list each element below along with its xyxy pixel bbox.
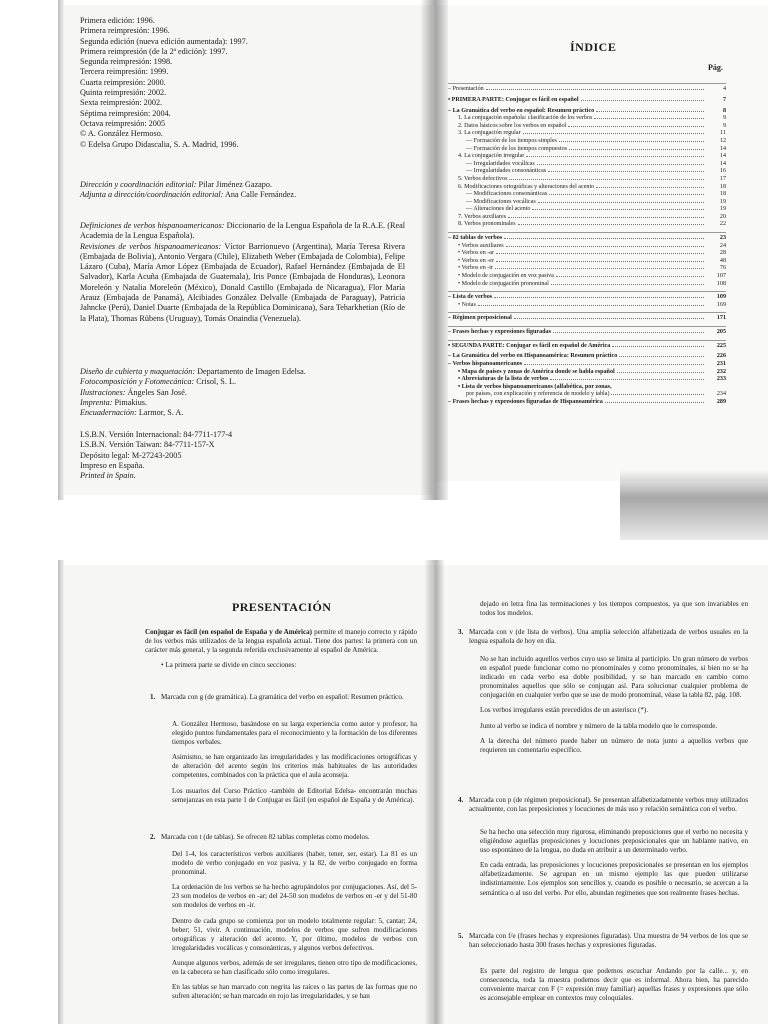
leader-dots — [553, 332, 704, 333]
index-entry — [448, 312, 726, 323]
leader-dots — [526, 156, 704, 157]
paragraph: A. González Hermoso, basándose en su larga experiencia como autor y profesor, ha elegido puntos fundamentales para el reconocimiento y la formación de los diferentes tiempos verbales. — [172, 720, 417, 747]
index-entry-title: • Modelo de conjugación en voz pasiva — [458, 273, 554, 280]
index-entry-title: • Verbos en -er — [458, 257, 495, 264]
index-entry — [448, 258, 726, 266]
leader-dots — [556, 276, 704, 277]
item3-text: Marcada con v (de lista de verbos). Una amplia selección alfabetizada de verbos usuales en la lengua española de hoy en día. — [469, 628, 748, 646]
leader-dots — [486, 89, 704, 90]
leader-dots — [478, 305, 704, 306]
leader-dots — [506, 246, 704, 247]
index-entry-page: 7 — [722, 96, 726, 103]
index-entry-page: 14 — [719, 160, 726, 167]
index-entry-title: — Alteraciones del acento — [466, 206, 531, 213]
index-entry-page: 76 — [719, 265, 726, 272]
index-entry-title: 7. Verbos auxiliares — [458, 213, 507, 220]
leader-dots — [581, 100, 704, 101]
edition-line: Segunda reimpresión: 1998. — [80, 57, 173, 67]
index-entry — [448, 83, 726, 94]
direction-value: Pilar Jiménez Gazapo. — [198, 180, 272, 189]
index-entry — [448, 399, 726, 407]
intro-bold: Conjugar es fácil (en español de España y de América) — [145, 628, 313, 636]
paragraph: Aunque algunos verbos, además de ser irregulares, tienen otro tipo de modificaciones, en la cabecera se han clasificado sólo como irregulares. — [172, 958, 417, 977]
index-entry — [448, 369, 726, 377]
edition-line: Tercera reimpresión: 1999. — [80, 67, 169, 77]
credit-value: Ángeles San José. — [127, 387, 187, 397]
paragraph: Del 1-4, los característicos verbos auxiliares (haber, tener, ser, estar). La 81 es un modelo de verbo conjugado en voz pasiva, y la 82, de verbo conjugado en forma pronominal. — [172, 850, 417, 877]
index-entry-title: • Verbos auxiliares — [458, 242, 504, 249]
paragraph: Asimismo, se han organizado las irregularidades y las modificaciones ortográficas y de alteración del acento según los criterios más habituales de las autoridades competentes, combinados con la práctica que el aula aconseja. — [172, 753, 417, 780]
leader-dots — [612, 346, 704, 347]
definitions-block — [80, 221, 405, 324]
index-entry-page: 19 — [719, 206, 726, 213]
leader-dots — [518, 224, 704, 225]
printed-in-en: Printed in Spain. — [80, 471, 136, 481]
index-entry — [448, 243, 726, 251]
index-entry — [448, 281, 726, 289]
index-entry-title: – La Gramática del verbo en español: Resumen práctico — [448, 107, 595, 114]
credit-label: Fotocomposición y Fotomecánica: — [80, 377, 195, 387]
index-entry-page: 232 — [716, 368, 726, 375]
credit-value: Crisol, S. L. — [196, 377, 236, 387]
item-number: 1. — [150, 693, 156, 701]
index-entry-title: – Frases hechas y expresiones figuradas — [448, 329, 551, 335]
index-entry — [448, 138, 726, 146]
printed-in: Impreso en España. — [80, 460, 145, 470]
index-entry-title: — Formación de los tiempos simples — [466, 137, 557, 144]
index-entry-title: – Frases hechas y expresiones figuradas de Hispanoamérica — [448, 398, 603, 405]
revisiones-label: Revisiones de verbos hispanoamericanos: — [80, 241, 222, 251]
book-gutter-shadow — [420, 0, 448, 500]
first-part-text: La primera parte se divide en cinco secciones: — [165, 661, 297, 670]
index-entry-page: 22 — [719, 221, 726, 228]
index-entry-title: • Modelo de conjugación pronominal — [458, 280, 549, 287]
paragraph: Los verbos irregulares están precedidos de un asterisco (*). — [480, 706, 649, 715]
edition-line: Primera edición: 1996. — [80, 16, 155, 25]
edition-line: Quinta reimpresión: 2002. — [80, 88, 167, 98]
index-entry — [448, 161, 726, 169]
isbn-block — [80, 430, 405, 481]
index-entry-title: • Abreviaturas de la lista de verbos — [458, 376, 549, 383]
continued-text — [480, 600, 748, 624]
index-entry-title: 5. Verbos defectivos — [458, 175, 508, 182]
index-entry — [448, 123, 726, 131]
index-entry-title: — Irregularidades consonánticas — [466, 168, 547, 175]
leader-dots — [619, 356, 704, 357]
index-entry-title: • Verbos en -ar — [458, 250, 495, 257]
index-entry-title: — Irregularidades vocálicas — [466, 160, 535, 167]
index-entry — [448, 302, 726, 310]
index-entry — [448, 146, 726, 154]
index-entry-page: 18 — [719, 183, 726, 190]
index-entry — [448, 232, 726, 243]
index-entry — [448, 250, 726, 258]
credit-value: Pimakius. — [114, 397, 148, 407]
index-entry-page: 234 — [716, 391, 726, 398]
index-entry-page: 20 — [719, 213, 726, 220]
page-column-header: Pág. — [708, 63, 723, 72]
index-entry-page: 12 — [719, 137, 726, 144]
index-entry-title: 3. La conjugación regular — [458, 130, 521, 137]
index-entry — [448, 265, 726, 273]
leader-dots — [551, 284, 704, 285]
presentation-intro: Conjugar es fácil (en español de España y de América) permite el manejo correcto y rápido de los verbos más utilizados de la lengua española actual. Tiene dos partes: la primera con un carácter más general, y la segunda referida exclusivamente al español de América. • La primera parte se divide en cinco secciones: — [145, 628, 418, 670]
presentation-title: PRESENTACIÓN — [232, 600, 332, 614]
leader-dots — [538, 202, 704, 203]
index-entry-page: 18 — [719, 191, 726, 198]
page-edge-shadow — [58, 560, 64, 1024]
isbn-line: I.S.B.N. Versión Internacional: 84-7711-177-4 — [80, 430, 233, 439]
leader-dots — [509, 179, 704, 180]
credit-label: Ilustraciones: — [80, 387, 126, 397]
paragraph: Los usuarios del Curso Práctico -también de Editorial Edelsa- encontrarán muchas semejanzas en esta parte 1 de Conjugar es fácil (en español de España y de América). — [172, 786, 417, 804]
index-entry-title: 4. La conjugación irregular — [458, 153, 525, 160]
index-entry — [448, 191, 726, 199]
index-entry-page: 16 — [719, 168, 726, 175]
index-entry — [448, 221, 726, 229]
paragraph: Se ha hecho una selección muy rigurosa, eliminando preposiciones que el verbo no necesita y eligiéndose aquellas preposiciones y locuciones preposicionales que un hablante nativo, en uso espontáneo de la lengua, no duda en atribuir a un determinado verbo. — [480, 828, 748, 855]
paragraph: En cada entrada, las preposiciones y locuciones preposicionales se presentan en los ejemplos alfabetizadamente. Se agrupan en un mismo ejemplo las que pueden utilizarse indistintamente. Los ejemplos son sencillos y, cuando es posible o necesario, se acercan a la semántica o al uso del verbo. Por ello, abundan regímenes que son realmente frases hechas. — [480, 861, 748, 897]
item4-text: Marcada con p (de régimen preposicional). Se presentan alfabetizadamente verbos muy utilizados actualmente, con las preposiciones y locuciones de más uso y relación semántica con el verbo. — [469, 796, 748, 814]
index-entry-title: • Notas — [458, 301, 476, 308]
leader-dots — [549, 194, 704, 195]
credit-label: Imprenta: — [80, 397, 113, 407]
index-entry-title: • Lista de verbos hispanoamericanos (alfabética, por zonas, — [458, 383, 612, 390]
item-number: 2. — [150, 833, 156, 841]
edition-line: Cuarta reimpresión: 2000. — [80, 77, 166, 87]
index-entry — [448, 273, 726, 281]
index-entry-page: 9 — [722, 122, 726, 129]
index-entry-title: 2. Datos básicos sobre los verbos en español — [458, 122, 567, 129]
index-entry — [448, 199, 726, 207]
edition-line: Primera reimpresión: 1996. — [80, 26, 170, 36]
index-entry-title: — Modificaciones consonánticas — [466, 191, 548, 198]
index-entry-title: — Modificaciones vocálicas — [466, 198, 536, 205]
paragraph: Es parte del registro de lengua que podemos escuchar Andando por la calle... y, en consecuencia, toda la muestra podemos decir que es informal. Ahora bien, ha parecido conveniente marcar con F (= expresión muy familiar) aquellas frases y expresiones que sólo es aconsejable emplear en contextos muy coloquiales. — [480, 967, 748, 1003]
index-entry — [448, 184, 726, 192]
index-entry-page: 17 — [719, 175, 726, 182]
index-entry-page: 233 — [716, 376, 726, 383]
index-entry-title: • Verbos en -ir — [458, 265, 494, 272]
copyright-line: © A. González Hermoso. — [80, 129, 163, 139]
index-entry-page: 225 — [716, 342, 726, 349]
intro-text: permite el manejo correcto y rápido de los verbos más utilizados de la lengua española actual. Tiene dos partes: la primera con un carácter más general, y la segunda referida exclusivamente al español de América. — [145, 628, 418, 655]
index-entry-page: 226 — [716, 353, 726, 360]
index-entry-page: 109 — [716, 294, 726, 301]
leader-dots — [496, 253, 704, 254]
page-edge-shadow — [58, 0, 64, 500]
leader-dots — [559, 141, 704, 142]
index-entry — [448, 353, 726, 361]
item2-body — [172, 850, 417, 1007]
leader-dots — [596, 111, 704, 112]
definiciones-value: Diccionario de la Lengua Española de la R.A.E. (Real Academia de la Lengua Española). — [80, 221, 406, 241]
index-entry-title: — Formación de los tiempos compuestos — [466, 145, 568, 152]
paragraph: En las tablas se han marcado con negrita las raíces o las partes de las formas que no sufren alteración; se han marcado en rojo las irregularidades, y se han — [172, 983, 417, 1001]
index-entry — [448, 176, 726, 184]
leader-dots — [532, 209, 704, 210]
copyright-line: © Edelsa Grupo Didascalia, S. A. Madrid, 1996. — [80, 139, 239, 149]
edition-line: Octava reimpresión: 2005 — [80, 118, 166, 128]
index-entry-title: • PRIMERA PARTE: Conjugar es fácil en español — [448, 96, 579, 103]
leader-dots — [569, 149, 704, 150]
index-entry — [448, 168, 726, 176]
index-entry-page: 231 — [716, 360, 726, 367]
index-entry-title: – Lista de verbos — [448, 294, 493, 301]
index-entry-page: 205 — [716, 329, 726, 335]
editorial-direction — [80, 180, 405, 201]
scan-shadow — [620, 470, 768, 540]
index-entry-page: 9 — [722, 115, 726, 122]
leader-dots — [508, 217, 704, 218]
revisiones-value: Víctor Barrionuevo (Argentina), María Teresa Rivera (Embajada de Bolivia), Antonio Vergara (Chile), Elizabeth Weber (Embajada de Colombia), Felipe Lázaro (Cuba), María Amor López (Embajada de Ecuador), Rafael Hernández (Embajada de El Salvador), Karla Acuña (Embajada de Guatemala), Iris Ponce (Embajada de Honduras), Leonora Moreleón y Natalia Moreleón (México), Donald Castillo (Embajada de Nicaragua), Flor María Arauz (Embajada de Panamá), Alcibiades González Delvalle (Embajada de Paraguay), Patricia Jahncke (Perú), Daniel Duarte (Embajada de la República Dominicana), Sara Teharkhetian (Río de la Plata), Thomas Rübens (Uruguay), Tomás Onaindia (Venezuela). — [80, 241, 405, 323]
paragraph: No se han incluido aquellos verbos cuyo uso se limita al participio. Un gran número de verbos en español puede funcionar como no pronominales y como pronominales, si bien no se ha indicado en cada verbo esa doble posibilidad, y se han marcado en cambio como pronominales aquellos que sólo se conjugan así. Para solucionar cualquier problema de conjugación en cualquier verbo que se use de modo pronominal, véase la tabla 82, pág. 108. — [480, 655, 748, 700]
index-entry — [448, 376, 726, 384]
index-entry — [448, 340, 726, 351]
item4-heading — [469, 796, 748, 820]
index-entry-page: 171 — [716, 315, 726, 322]
paragraph: Dentro de cada grupo se comienza por un modelo totalmente regular: 5, cantar; 24, beber; 51, vivir. A continuación, modelos de verbos que sufren modificaciones ortográficas y alteración del acento. Y, por último, modelos de verbos con irregularidades vocálicas y consonánticas, y algunos verbos defectivos. — [172, 916, 417, 952]
leader-dots — [524, 364, 704, 365]
adjunta-value: Ana Calle Fernández. — [224, 190, 297, 200]
item3-heading — [469, 628, 748, 652]
leader-dots — [504, 238, 704, 239]
item-number: 5. — [458, 932, 464, 940]
item5-body — [480, 967, 748, 1009]
index-entry-title: • SEGUNDA PARTE: Conjugar es fácil en español de América — [448, 342, 611, 349]
isbn-line: I.S.B.N. Versión Taiwan: 84-7711-157-X — [80, 440, 215, 450]
index-entry — [448, 130, 726, 138]
index-entry-page: 24 — [719, 242, 726, 249]
definiciones-label: Definiciones de verbos hispanoamericanos: — [80, 221, 225, 230]
item5-heading — [469, 932, 748, 956]
leader-dots — [514, 318, 704, 319]
leader-dots — [496, 261, 704, 262]
item1-heading — [161, 693, 417, 708]
index-entry-title: – Presentación — [448, 86, 484, 92]
index-entry-page: 289 — [716, 398, 726, 405]
index-entry-title: 8. Verbos pronominales — [458, 221, 516, 228]
item-number: 4. — [458, 796, 464, 804]
leader-dots — [568, 126, 704, 127]
credit-value: Departamento de Imagen Edelsa. — [197, 367, 306, 376]
index-entry-title: – La Gramática del verbo en Hispanoamérica: Resumen práctico — [448, 353, 618, 360]
index-entry-title: 6. Modificaciones ortográficas y alteraciones del acento — [458, 183, 595, 190]
index-entry — [448, 97, 726, 105]
adjunta-label: Adjunta a dirección/coordinación editorial: — [80, 190, 224, 200]
index-entry-page: 8 — [722, 107, 726, 114]
credit-value: Larmor, S. A. — [138, 408, 184, 418]
credits-block — [80, 367, 405, 418]
index-list — [448, 80, 726, 407]
paragraph: A la derecha del número puede haber un número de nota junto a aquellos verbos que requieren un comentario específico. — [480, 736, 748, 754]
leader-dots — [548, 171, 704, 172]
index-entry — [448, 153, 726, 161]
edition-history — [80, 16, 405, 150]
edition-line: Sexta reimpresión: 2002. — [80, 98, 163, 108]
index-entry-title: 1. La conjugación española: clasificación de los verbos — [458, 115, 593, 122]
index-entry-title: por países, con explicación y referencia de modelo y tabla) — [466, 391, 610, 398]
index-entry — [448, 361, 726, 369]
index-entry-page: 23 — [719, 235, 726, 242]
index-entry-page: 14 — [719, 153, 726, 160]
index-entry-page: 107 — [716, 273, 726, 280]
index-entry — [448, 115, 726, 123]
index-entry-page: 11 — [720, 130, 726, 137]
leader-dots — [617, 372, 704, 373]
legal-deposit: Depósito legal: M-27243-2005 — [80, 450, 182, 460]
edition-line: Primera reimpresión (de la 2ª edición): 1997. — [80, 46, 228, 56]
index-entry-title: – 82 tablas de verbos — [448, 235, 503, 242]
index-entry-page: 4 — [722, 86, 726, 92]
leader-dots — [594, 118, 704, 119]
index-entry — [448, 206, 726, 214]
item1-body — [172, 720, 417, 811]
paragraph: La ordenación de los verbos se ha hecho agrupándolos por conjugaciones. Así, del 5-23 son modelos de verbos en -ar; del 24-50 son modelos de verbos en -er y del 51-80 son modelos de verbos en -ir. — [172, 883, 417, 910]
item3-body — [480, 655, 748, 761]
index-entry-page: 169 — [716, 301, 726, 308]
direction-label: Dirección y coordinación editorial: — [80, 180, 197, 189]
index-entry-title: • Mapa de países y zonas de América donde se habla español — [458, 368, 615, 375]
leader-dots — [495, 268, 704, 269]
index-entry — [448, 214, 726, 222]
leader-dots — [605, 402, 704, 403]
item4-body — [480, 828, 748, 904]
leader-dots — [596, 187, 704, 188]
leader-dots — [523, 133, 704, 134]
leader-dots — [611, 394, 704, 395]
index-entry — [448, 291, 726, 302]
index-entry — [448, 326, 726, 337]
leader-dots — [550, 379, 704, 380]
index-entry-page: 28 — [719, 250, 726, 257]
index-entry-page: 108 — [716, 280, 726, 287]
book-gutter-shadow — [424, 560, 444, 1024]
index-entry-title: – Régimen preposicional — [448, 315, 512, 322]
edition-line: Segunda edición (nueva edición aumentada): 1997. — [80, 36, 248, 46]
paragraph: dejado en letra fina las terminaciones y los tiempos compuestos, ya que son invariables en todos los modelos. — [480, 600, 748, 618]
item-number: 3. — [458, 628, 464, 636]
index-entry-page: 48 — [719, 257, 726, 264]
index-entry-title: – Verbos hispanoamericanos — [448, 360, 523, 367]
index-entry-page: 14 — [719, 145, 726, 152]
item1-text: Marcada con g (de gramática). La gramática del verbo en español: Resumen práctico. — [161, 693, 404, 701]
credit-label: Encuadernación: — [80, 408, 137, 418]
edition-line: Séptima reimpresión: 2004. — [80, 108, 171, 118]
credit-label: Diseño de cubierta y maquetación: — [80, 367, 196, 376]
leader-dots — [537, 164, 704, 165]
index-entry-page: 19 — [719, 198, 726, 205]
leader-dots — [494, 297, 704, 298]
item5-text: Marcada con f/e (frases hechas y expresiones figuradas). Una muestra de 94 verbos de los que se han seleccionado hasta 300 frases hechas y expresiones figuradas. — [469, 932, 748, 950]
index-entry — [448, 391, 726, 399]
index-title: ÍNDICE — [570, 40, 617, 54]
item2-heading — [161, 833, 417, 848]
paragraph: Junto al verbo se indica el nombre y número de la tabla modelo que le corresponde. — [480, 721, 718, 730]
item2-text: Marcada con t (de tablas). Se ofrecen 82 tablas completas como modelos. — [161, 833, 370, 841]
